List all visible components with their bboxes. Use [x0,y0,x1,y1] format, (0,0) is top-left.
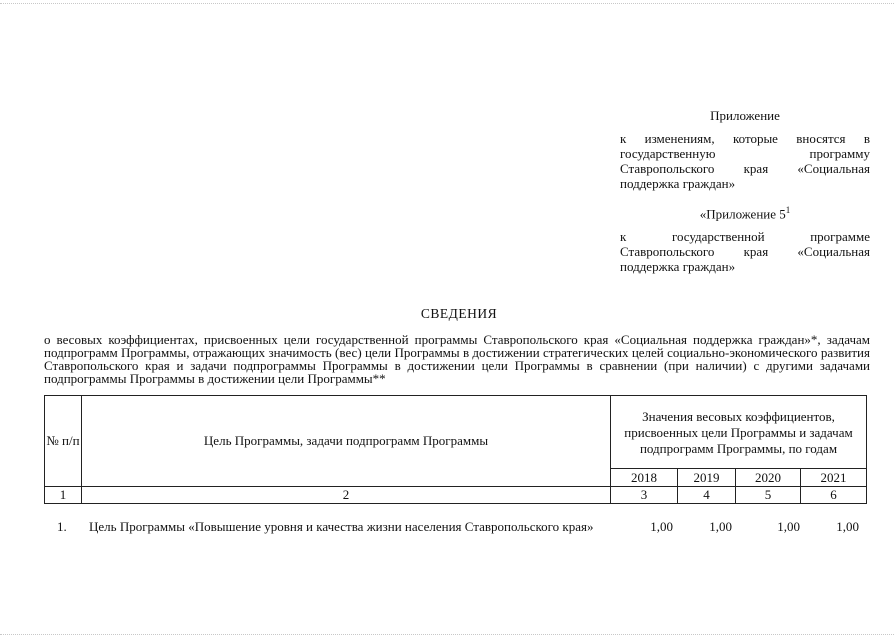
document-title: СВЕДЕНИЯ [420,306,498,321]
appendix-subheading [620,203,870,221]
header-year: 2019 [678,469,736,487]
row-index: 1. [57,519,67,534]
row-value-2018: 1,00 [650,519,673,534]
column-number: 6 [801,487,867,504]
scan-edge-bottom [0,634,894,635]
header-values: Значения весовых коэффициентов, присвоенных цели Программы и задачам подпрограмм Программы, по годам [611,396,867,469]
row-value-2019: 1,00 [709,519,732,534]
appendix-note: к изменениям, которые вносятся в государственную программу Ставропольского края «Социальная поддержка граждан» [620,131,870,191]
header-year: 2020 [736,469,801,487]
column-number: 2 [82,487,611,504]
appendix-block [620,108,870,274]
header-goal: Цель Программы, задачи подпрограмм Программы [82,396,611,487]
header-number: № п/п [45,396,82,487]
scan-edge-top [0,3,894,4]
row-value-2021: 1,00 [836,519,859,534]
row-goal-text: Цель Программы «Повышение уровня и качества жизни населения Ставропольского края» [89,519,594,534]
appendix-subnote: к государственной программе Ставропольского края «Социальная поддержка граждан» [620,229,870,275]
row-value-2020: 1,00 [777,519,800,534]
header-year: 2021 [801,469,867,487]
coefficients-table [44,395,867,504]
column-number: 3 [611,487,678,504]
appendix-subheading-text: «Приложение 5 [699,206,786,222]
header-year: 2018 [611,469,678,487]
appendix-heading: Приложение [710,108,780,123]
column-number: 5 [736,487,801,504]
column-number: 1 [45,487,82,504]
appendix-subheading-sup: 1 [785,205,791,215]
column-number: 4 [678,487,736,504]
document-intro: о весовых коэффициентах, присвоенных цели государственной программы Ставропольского края «Социальная поддержка граждан»*, задачам подпрограмм Программы, отражающих значимость (вес) цели Программы в достижении стратегических целей социально-экономического развития Ставропольского края и задачи подпрограммы Программы в достижении цели Программы в сравнении (при наличии) с другими задачами подпрограммы Программы в достижении цели Программы** [44,332,870,386]
